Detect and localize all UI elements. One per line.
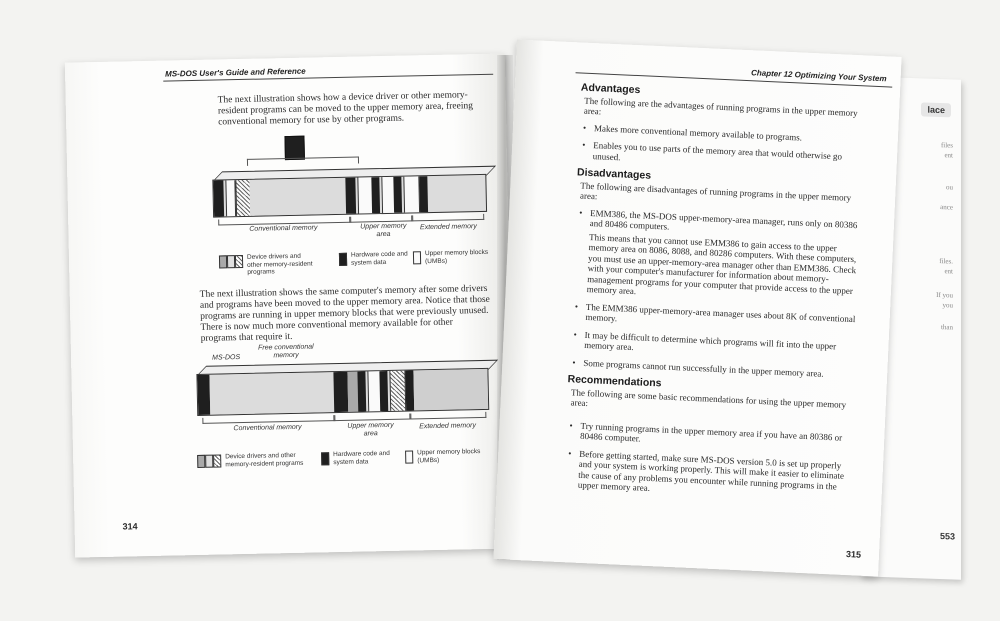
legend-swatch — [205, 455, 213, 468]
list-item: • Makes more conventional memory available to programs. — [583, 122, 865, 145]
legend-swatch — [339, 253, 347, 266]
right-page-number: 315 — [845, 548, 862, 560]
list-item: • Enables you to use parts of the memory area that would otherwise go unused. — [582, 140, 865, 174]
list-item: • Some programs cannot run successfully in the upper memory area. — [572, 357, 854, 380]
list-item: • Before getting started, make sure MS-DOS version 5.0 is set up properly and your system is working properly. This will make it easier to eliminate the cause of any problems you encounter while running programs in the upper memory area. — [567, 448, 851, 503]
advantages-heading: Advantages — [580, 81, 641, 97]
disadvantages-intro: The following are disadvantages of running programs in the upper memory area: — [579, 180, 852, 203]
free-conventional-memory-label: Free conventional memory — [257, 343, 314, 360]
conventional-memory-label: Conventional memory — [249, 224, 318, 233]
legend-swatch — [235, 255, 243, 268]
recommendations-list — [567, 420, 852, 503]
recommendations-heading: Recommendations — [567, 373, 662, 390]
back-page-header: lace — [921, 102, 951, 117]
left-page-number: 314 — [122, 521, 138, 532]
legend-swatch — [321, 452, 329, 465]
legend-label: Device drivers and other memory-resident programs — [246, 252, 313, 276]
right-running-head: Chapter 12 Optimizing Your System — [750, 68, 887, 84]
back-page-number: 553 — [939, 531, 955, 542]
legend-swatch — [197, 455, 205, 468]
advantages-list — [582, 122, 865, 173]
ms-dos-label: MS-DOS — [212, 354, 241, 362]
left-running-head: MS-DOS User's Guide and Reference — [165, 66, 306, 79]
legend-swatch — [413, 251, 421, 264]
brace — [334, 414, 410, 422]
left-page — [65, 53, 515, 557]
right-page-body — [566, 83, 867, 510]
back-page-fragment: ou — [946, 183, 953, 192]
list-item-text: • EMM386, the MS-DOS upper-memory-area manager, runs only on 80386 and 80486 computers. — [589, 207, 858, 232]
legend-label: Device drivers and other memory-resident programs — [225, 451, 304, 468]
legend-swatch — [405, 450, 413, 463]
back-page-fragment: ent — [944, 267, 953, 276]
back-page-fragment: If you — [936, 290, 953, 300]
list-item: • The EMM386 upper-memory-area manager uses about 8K of conventional memory. — [574, 301, 857, 335]
advantages-intro: The following are the advantages of running programs in the upper memory area: — [583, 95, 858, 118]
disadvantages-heading: Disadvantages — [576, 166, 652, 182]
legend-swatch — [219, 255, 227, 268]
second-paragraph: The next illustration shows the same computer's memory after some drivers and programs have been moved to the upper memory area. Notice that those programs are running in upper memory blocks that were previously unused. There is now much more conventional memory available for other programs that require it. — [199, 283, 490, 344]
memory-bar — [196, 368, 489, 416]
intro-paragraph: The next illustration shows how a device driver or other memory-resident programs can be moved to the upper memory area, freeing conventional memory for use by other programs. — [217, 90, 474, 128]
moved-program-block — [284, 136, 304, 160]
legend-label: Upper memory blocks (UMBs) — [417, 448, 481, 464]
legend-label: Hardware code and system data — [350, 250, 408, 267]
move-arrow-bracket — [247, 157, 359, 166]
extended-memory-label: Extended memory — [419, 223, 477, 232]
back-page-fragment: ent — [944, 151, 953, 160]
back-page-fragment: files — [940, 141, 953, 150]
brace — [202, 415, 334, 424]
conventional-memory-label: Conventional memory — [233, 423, 302, 433]
back-page-fragment: ance — [940, 203, 953, 212]
back-page-fragment: files. — [939, 257, 953, 266]
back-page-fragment: you — [942, 301, 953, 310]
legend-swatch — [227, 255, 235, 268]
right-page — [493, 40, 901, 577]
list-item: • It may be difficult to determine which programs will fit into the upper memory area. — [573, 329, 856, 363]
legend-label: Upper memory blocks (UMBs) — [424, 248, 489, 265]
upper-memory-label: Upper memory area — [360, 222, 407, 239]
list-item: • Try running programs in the upper memory area if you have an 80386 or 80486 computer. — [569, 420, 852, 454]
extended-memory-label: Extended memory — [419, 422, 477, 431]
brace — [410, 412, 486, 420]
legend-swatch — [213, 454, 221, 467]
memory-bar — [212, 174, 487, 218]
recommendations-intro: The following are some basic recommendations for using the upper memory area: — [570, 386, 847, 410]
list-item — [576, 207, 862, 307]
legend-label: Hardware code and system data — [333, 449, 390, 466]
upper-memory-label: Upper memory area — [347, 421, 394, 438]
brace — [412, 214, 484, 222]
disadvantages-list — [572, 207, 861, 380]
list-item-note: This means that you cannot use EMM386 to gain access to the upper memory area on 8086, 8088, and 80286 computers. With these computers, you must use an upper-memory-area manager other than EMM386. Check with your computer's manufacturer for information about memory-management programs for your computer that provide access to the upper memory area. — [586, 231, 857, 297]
back-page-fragment: than — [940, 323, 953, 332]
